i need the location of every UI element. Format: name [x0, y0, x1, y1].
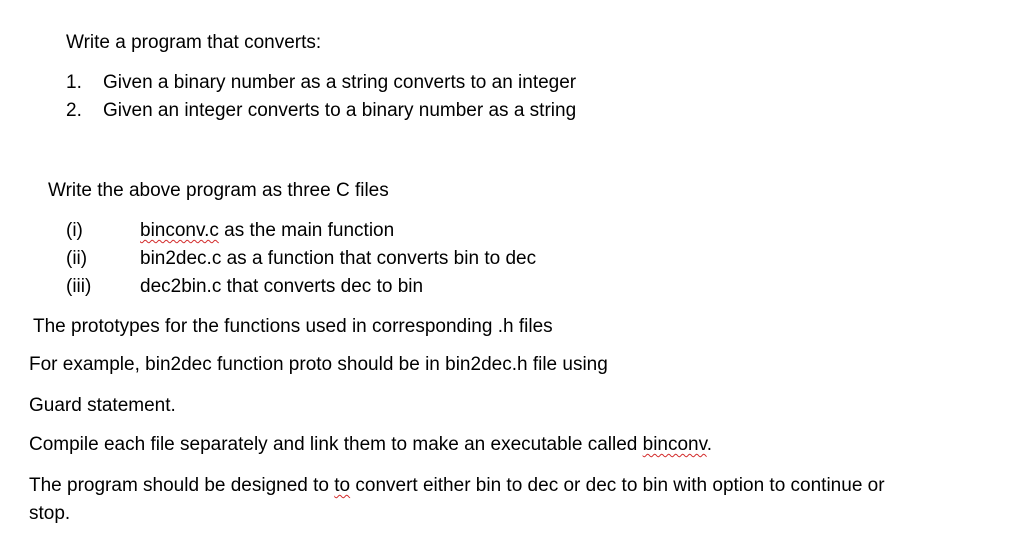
file-number: (iii) [66, 276, 92, 297]
compile-text [29, 433, 712, 457]
repeated-word: to [334, 475, 351, 496]
files-heading: Write the above program as three C files [48, 180, 389, 201]
file-text: dec2bin.c that converts dec to bin [140, 276, 424, 297]
task-number: 1. [66, 72, 82, 93]
intro-text: Write a program that converts: [66, 32, 322, 53]
guard-text: Guard statement. [29, 395, 176, 416]
file-description: as the main function [218, 220, 395, 241]
design-post: convert either bin to dec or dec to bin with option to continue or [350, 475, 885, 496]
design-pre: The program should be designed to [29, 475, 335, 496]
file-number: (ii) [66, 248, 88, 269]
file-number: (i) [66, 220, 83, 241]
design-text-line2: stop. [29, 503, 71, 524]
design-text [29, 474, 885, 498]
task-text: Given a binary number as a string converts to an integer [103, 72, 577, 93]
file-text [140, 219, 394, 243]
compile-post: . [706, 434, 712, 455]
compile-pre: Compile each file separately and link them to make an executable called [29, 434, 643, 455]
prototypes-text: The prototypes for the functions used in corresponding .h files [33, 316, 553, 337]
task-text: Given an integer converts to a binary number as a string [103, 100, 577, 121]
file-text: bin2dec.c as a function that converts bin to dec [140, 248, 537, 269]
example-text: For example, bin2dec function proto should be in bin2dec.h file using [29, 354, 608, 375]
misspelled-word: binconv [642, 434, 707, 455]
misspelled-filename: binconv.c [140, 220, 219, 241]
task-number: 2. [66, 100, 82, 121]
